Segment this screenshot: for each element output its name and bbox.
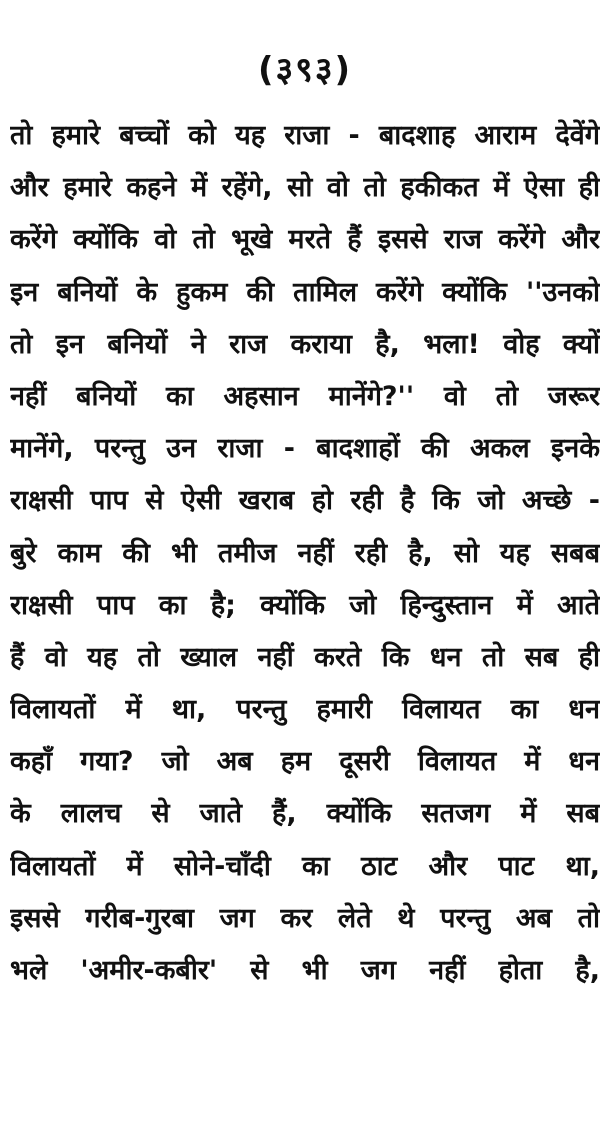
text-line: इन बनियों के हुकम की तामिल करेंगे क्योंकि ''उनको: [10, 276, 600, 308]
text-line: और हमारे कहने में रहेंगे, सो वो तो हकीकत में ऐसा ही: [10, 172, 600, 204]
page-number: (३९३): [257, 50, 353, 90]
text-line: भले 'अमीर-कबीर' से भी जग नहीं होता है,: [10, 955, 600, 986]
text-line: तो हमारे बच्चों को यह राजा - बादशाह आराम देवेंगे: [10, 120, 600, 151]
body-text: [10, 110, 600, 997]
text-line: इससे गरीब-गुरबा जग कर लेते थे परन्तु अब तो: [10, 902, 600, 934]
text-line: राक्षसी पाप से ऐसी खराब हो रही है कि जो अच्छे -: [10, 485, 600, 517]
text-line: राक्षसी पाप का है; क्योंकि जो हिन्दुस्तान में आते: [10, 589, 600, 621]
text-line: मानेंगे, परन्तु उन राजा - बादशाहों की अकल इनके: [10, 433, 600, 465]
text-line: विलायतों में सोने-चाँदी का ठाट और पाट था,: [10, 850, 600, 882]
text-line: के लालच से जाते हैं, क्योंकि सतजग में सब: [10, 798, 600, 830]
text-line: विलायतों में था, परन्तु हमारी विलायत का धन: [10, 694, 600, 726]
text-line: तो इन बनियों ने राज कराया है, भला! वोह क्यों: [10, 328, 600, 360]
text-line: करेंगे क्योंकि वो तो भूखे मरते हैं इससे राज करेंगे और: [10, 224, 600, 256]
text-line: कहाँ गया? जो अब हम दूसरी विलायत में धन: [10, 746, 600, 778]
text-line: बुरे काम की भी तमीज नहीं रही है, सो यह सबब: [10, 537, 600, 569]
text-line: नहीं बनियों का अहसान मानेंगे?'' वो तो जरूर: [10, 380, 600, 412]
text-line: हैं वो यह तो ख्याल नहीं करते कि धन तो सब ही: [10, 641, 600, 673]
